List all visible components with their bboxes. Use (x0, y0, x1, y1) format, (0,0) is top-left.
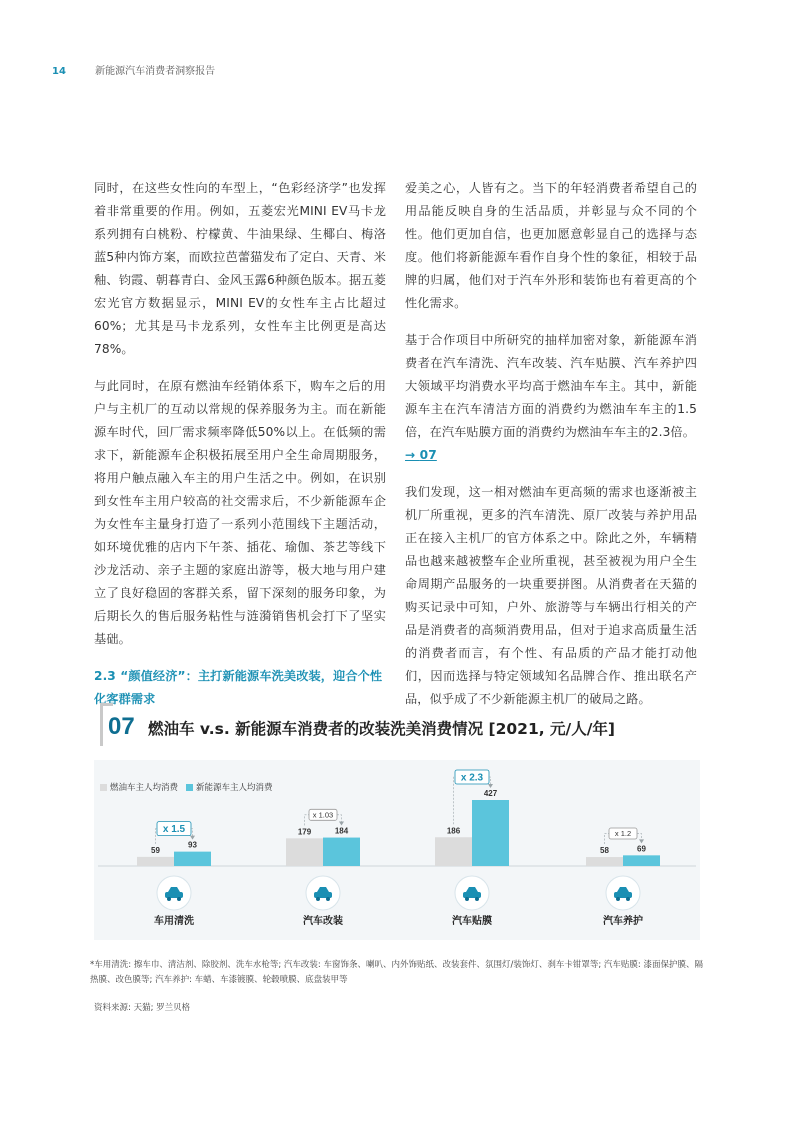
bar-ev (472, 800, 509, 866)
multiplier-arrow (488, 784, 493, 788)
data-label: 184 (334, 826, 349, 836)
car-body-shape (314, 892, 332, 898)
category-label: 汽车改装 (303, 916, 343, 927)
multiplier-arrow (639, 839, 644, 843)
section-heading: 2.3 “颜值经济”：主打新能源车洗美改装，迎合个性化客群需求 (94, 669, 383, 706)
category-label: 车用清洗 (154, 916, 194, 927)
figure-title: 燃油车 v.s. 新能源车消费者的改装洗美消费情况 [2021, 元/人/年] (148, 720, 615, 738)
data-label: 179 (297, 827, 312, 837)
car-wheel-shape (177, 897, 181, 901)
footnote: *车用清洗: 擦车巾、清洁剂、除胶剂、洗车水枪等; 汽车改装: 车窗饰条、喇叭、内外饰贴纸、改装套件、氛围灯/装饰灯、刹车卡钳罩等; 汽车贴膜: 漆面保护膜、隔热膜、改色膜等; 汽车养护: 车蜡、车漆镀膜、轮毂喷膜、底盘装甲等 (90, 960, 703, 985)
left-column (94, 177, 386, 711)
category-label: 汽车贴膜 (452, 916, 492, 927)
data-label: 186 (446, 826, 461, 836)
paragraph: 我们发现，这一相对燃油车更高频的需求也逐渐被主机厂所重视，更多的汽车清洗、原厂改装与养护用品正在接入主机厂的官方体系之中。除此之外，车辆精品也越来越被整车企业所重视，甚至被视为用户全生命周期产品服务的一块重要拼图。从消费者在天猫的购买记录中可知，户外、旅游等与车辆出行相关的产品是消费者的高频消费用品，但对于追求高质量生活的消费者而言，有个性、有品质的产品才能打动他们，因而选择与特定领域知名品牌合作、推出联名产品，似乎成了不少新能源主机厂的破局之路。 (405, 485, 697, 706)
car-wheel-shape (465, 897, 469, 901)
bar-ice (586, 857, 623, 866)
figure-reference-link[interactable]: → 07 (405, 448, 437, 462)
legend-label: 燃油车主人均消费 (110, 783, 179, 793)
legend-item-ev (186, 781, 273, 793)
bar-ev (174, 852, 211, 866)
multiplier-connector (605, 834, 610, 845)
chart-legend (100, 781, 281, 793)
source-note: 资料来源: 天猫; 罗兰贝格 (94, 1003, 191, 1013)
multiplier-arrow (339, 822, 344, 826)
multiplier-label: x 1.5 (162, 824, 186, 836)
car-body-shape (463, 892, 481, 898)
paragraph-text: 基于合作项目中所研究的抽样加密对象，新能源车消费者在汽车清洗、汽车改装、汽车贴膜、汽车养护四大领域平均消费水平均高于燃油车车主。其中，新能源车主在汽车清洁方面的消费约为燃油车车主的1.5倍，在汽车贴膜方面的消费约为燃油车车主的2.3倍。 (405, 333, 697, 439)
category-label: 汽车养护 (603, 916, 643, 927)
paragraph: 同时，在这些女性向的车型上，“色彩经济学”也发挥着非常重要的作用。例如，五菱宏光MINI EV马卡龙系列拥有白桃粉、柠檬黄、牛油果绿、生椰白、梅洛蓝5种内饰方案，而欧拉芭蕾猫发布了定白、天青、米釉、钧霞、朝暮青白、金风玉露6种颜色版本。据五菱宏光官方数据显示，MINI EV的女性车主占比超过60%；尤其是马卡龙系列，女性车主比例更是高达78%。 (94, 181, 386, 356)
right-column (405, 177, 697, 725)
bar-ev (623, 855, 660, 866)
bar-ice (435, 837, 472, 866)
page-number: 14 (52, 66, 66, 77)
car-wheel-shape (167, 897, 171, 901)
car-body-shape (165, 892, 183, 898)
bar-ice (137, 857, 174, 866)
multiplier-label: x 1.2 (614, 829, 632, 839)
car-wheel-shape (316, 897, 320, 901)
bar-ev (323, 838, 360, 866)
multiplier-arrow (190, 836, 195, 840)
page-header (52, 62, 215, 77)
data-label: 59 (151, 845, 160, 855)
paragraph: 爱美之心，人皆有之。当下的年轻消费者希望自己的用品能反映自身的生活品质，并彰显与众不同的个性。他们更加自信，也更加愿意彰显自己的选择与态度。他们将新能源车看作自身个性的象征，相较于品牌的归属，他们对于汽车外形和装饰也有着更高的个性化需求。 (405, 181, 697, 310)
car-body-shape (614, 892, 632, 898)
paragraph (405, 329, 697, 467)
car-wheel-shape (616, 897, 620, 901)
multiplier-label: x 1.03 (312, 810, 334, 820)
multiplier-label: x 2.3 (460, 772, 484, 784)
bar-ice (286, 838, 323, 866)
data-label: 93 (188, 840, 197, 850)
data-label: 58 (600, 846, 609, 856)
car-wheel-shape (626, 897, 630, 901)
figure-reference-number: 07 (419, 448, 437, 462)
paragraph: 与此同时，在原有燃油车经销体系下，购车之后的用户与主机厂的互动以常规的保养服务为主。而在新能源车时代，回厂需求频率降低50%以上。在低频的需求下，新能源车企积极拓展至用户全生命周期服务，将用户触点融入车主的用户生活之中。例如，在识别到女性车主用户较高的社交需求后，不少新能源车企为女性车主量身打造了一系列小范围线下主题活动，如环境优雅的店内下午茶、插花、瑜伽、茶艺等线下沙龙活动、亲子主题的家庭出游等，极大地与用户建立了良好稳固的客群关系，留下深刻的服务印象，为后期长久的售后服务粘性与涟漪销售机会打下了坚实基础。 (94, 379, 386, 646)
report-title: 新能源汽车消费者洞察报告 (95, 66, 216, 77)
legend-item-ice (100, 781, 178, 793)
legend-swatch-ice (100, 784, 107, 791)
car-wheel-shape (326, 897, 330, 901)
data-label: 69 (637, 844, 646, 854)
legend-swatch-ev (186, 784, 193, 791)
data-label: 427 (483, 789, 498, 798)
car-wheel-shape (475, 897, 479, 901)
legend-label: 新能源车主人均消费 (196, 783, 273, 793)
multiplier-connector (454, 777, 456, 824)
figure-number: 07 (108, 713, 135, 740)
multiplier-connector (305, 815, 310, 825)
